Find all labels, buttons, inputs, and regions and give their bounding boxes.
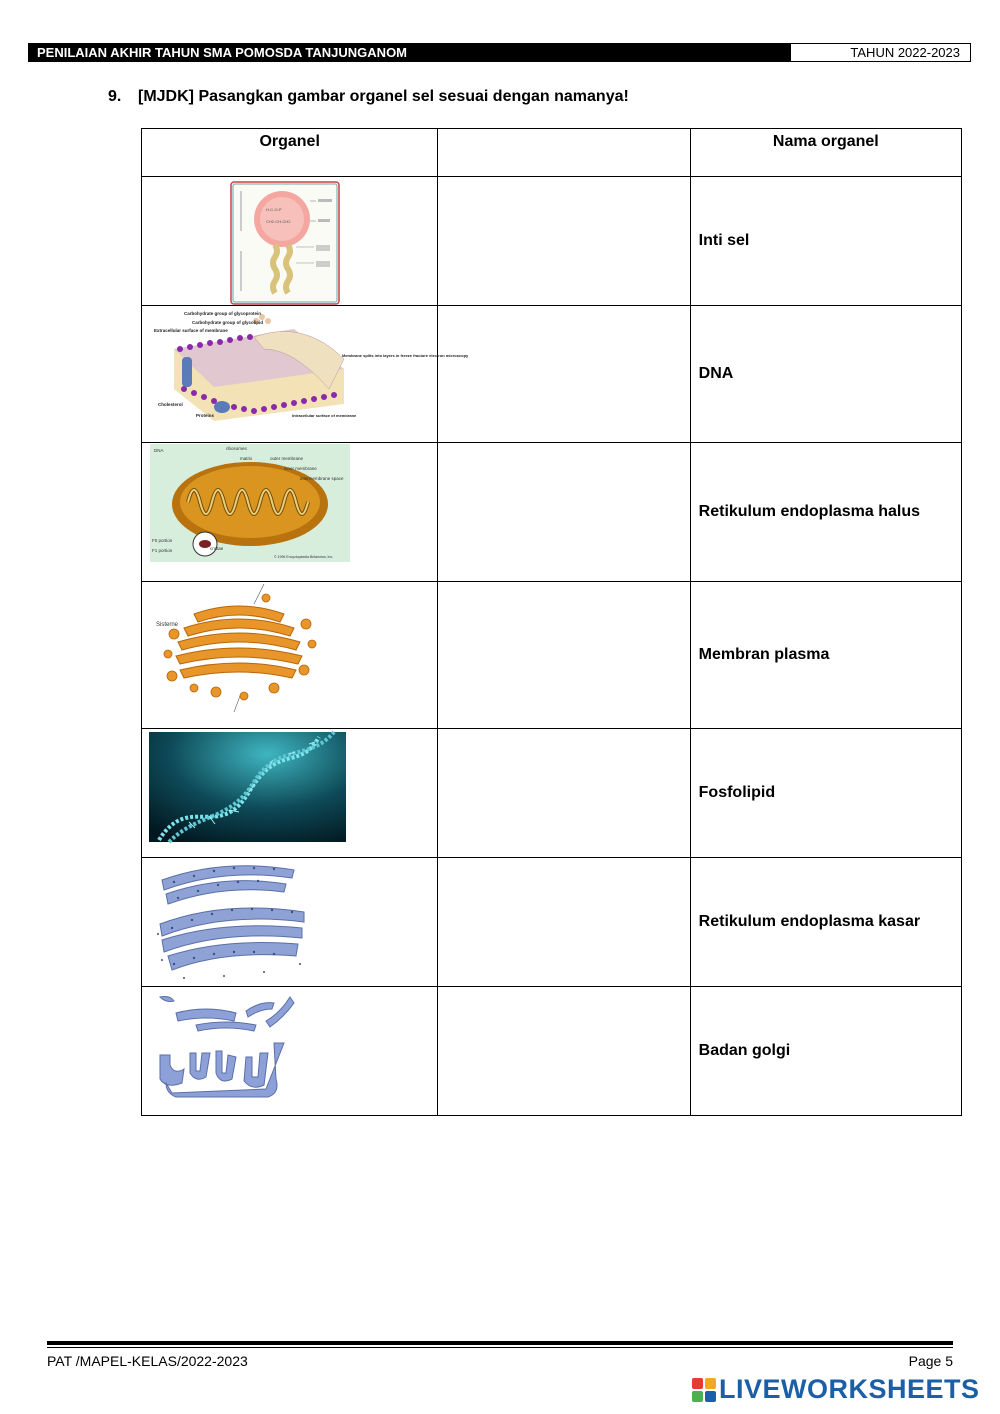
rough-er-diagram[interactable] bbox=[154, 860, 310, 984]
golgi-diagram[interactable] bbox=[154, 584, 324, 712]
table-row bbox=[142, 306, 962, 443]
footer-code: PAT /MAPEL-KELAS/2022-2023 bbox=[47, 1353, 248, 1369]
column-header-organel: Organel bbox=[142, 129, 438, 177]
organelle-image-cell bbox=[142, 306, 469, 443]
mitochondria-diagram[interactable] bbox=[150, 444, 350, 562]
matching-table bbox=[141, 128, 962, 1116]
header-year: TAHUN 2022-2023 bbox=[790, 43, 971, 62]
table-row bbox=[142, 858, 962, 987]
answer-slot[interactable] bbox=[438, 443, 690, 582]
label-intracellular-surface: Intracellular surface of membrane bbox=[292, 413, 357, 418]
svg-text:H-C-O-P: H-C-O-P bbox=[266, 207, 282, 212]
answer-slot[interactable] bbox=[438, 177, 690, 306]
answer-slot[interactable] bbox=[438, 858, 690, 987]
answer-slot[interactable] bbox=[438, 306, 690, 443]
label-cholesterol: Cholesterol bbox=[158, 402, 183, 407]
organelle-image-cell bbox=[142, 443, 438, 582]
table-row bbox=[142, 582, 962, 729]
organelle-image-cell bbox=[142, 582, 438, 729]
answer-slot[interactable] bbox=[438, 582, 690, 729]
footer-divider bbox=[47, 1341, 953, 1348]
label-f0-portion: F0 portion bbox=[152, 538, 173, 543]
table-row bbox=[142, 177, 962, 306]
label-f1-portion: F1 portion bbox=[152, 548, 173, 553]
organelle-name[interactable]: Inti sel bbox=[690, 177, 961, 306]
label-proteins: Proteins bbox=[196, 413, 215, 418]
organelle-name[interactable]: Membran plasma bbox=[690, 582, 961, 729]
table-row bbox=[142, 443, 962, 582]
label-sisterne: Sisterne bbox=[156, 622, 179, 628]
answer-slot[interactable] bbox=[438, 729, 690, 858]
svg-text:CH2-CH-CH2: CH2-CH-CH2 bbox=[266, 219, 291, 224]
label-copyright: © 1996 Encyclopaedia Britannica, Inc. bbox=[274, 555, 334, 559]
label-cristae: cristae bbox=[210, 546, 224, 551]
page-header bbox=[28, 43, 971, 62]
page-number: Page 5 bbox=[908, 1353, 953, 1369]
label-outer-membrane: outer membrane bbox=[270, 456, 304, 461]
question-prompt bbox=[108, 88, 629, 106]
organelle-image-cell bbox=[142, 729, 438, 858]
column-header-blank bbox=[438, 129, 690, 177]
cell-membrane-diagram[interactable] bbox=[154, 309, 469, 427]
label-intermembrane-space: intermembrane space bbox=[300, 476, 344, 481]
label-membrane-splits: Membrane splits into layers in freeze fracture electron microscopy bbox=[342, 353, 469, 358]
table-row bbox=[142, 987, 962, 1116]
organelle-name[interactable]: Retikulum endoplasma kasar bbox=[690, 858, 961, 987]
label-carbohydrate-glycolipid: Carbohydrate group of glycolipid bbox=[192, 320, 264, 325]
organelle-name[interactable]: DNA bbox=[690, 306, 961, 443]
table-header-row bbox=[142, 129, 962, 177]
header-title: PENILAIAN AKHIR TAHUN SMA POMOSDA TANJUNGANOM bbox=[28, 43, 790, 62]
organelle-image-cell bbox=[142, 177, 438, 306]
label-dna: DNA bbox=[154, 448, 164, 453]
label-matrix: matrix bbox=[240, 456, 253, 461]
organelle-name[interactable]: Badan golgi bbox=[690, 987, 961, 1116]
question-text: [MJDK] Pasangkan gambar organel sel sesuai dengan namanya! bbox=[138, 88, 629, 105]
organelle-image-cell bbox=[142, 987, 438, 1116]
answer-slot[interactable] bbox=[438, 987, 690, 1116]
table-row bbox=[142, 729, 962, 858]
organelle-name[interactable]: Fosfolipid bbox=[690, 729, 961, 858]
label-extracellular-surface: Extracellular surface of membrane bbox=[154, 328, 228, 333]
label-carbohydrate-glycoprotein: Carbohydrate group of glycoprotein bbox=[184, 311, 262, 316]
organelle-name[interactable]: Retikulum endoplasma halus bbox=[690, 443, 961, 582]
label-ribosomes: ribosomes bbox=[226, 446, 247, 451]
phospholipid-diagram[interactable] bbox=[230, 181, 340, 305]
question-number: 9. bbox=[108, 88, 122, 105]
brand-name: LIVEWORKSHEETS bbox=[719, 1374, 980, 1404]
liveworksheets-icon bbox=[692, 1378, 716, 1402]
organelle-image-cell bbox=[142, 858, 438, 987]
label-inner-membrane: inner membrane bbox=[284, 466, 317, 471]
dna-helix-image[interactable] bbox=[149, 732, 346, 842]
liveworksheets-logo[interactable] bbox=[692, 1374, 980, 1405]
column-header-nama-organel: Nama organel bbox=[690, 129, 961, 177]
smooth-er-diagram[interactable] bbox=[156, 993, 302, 1113]
